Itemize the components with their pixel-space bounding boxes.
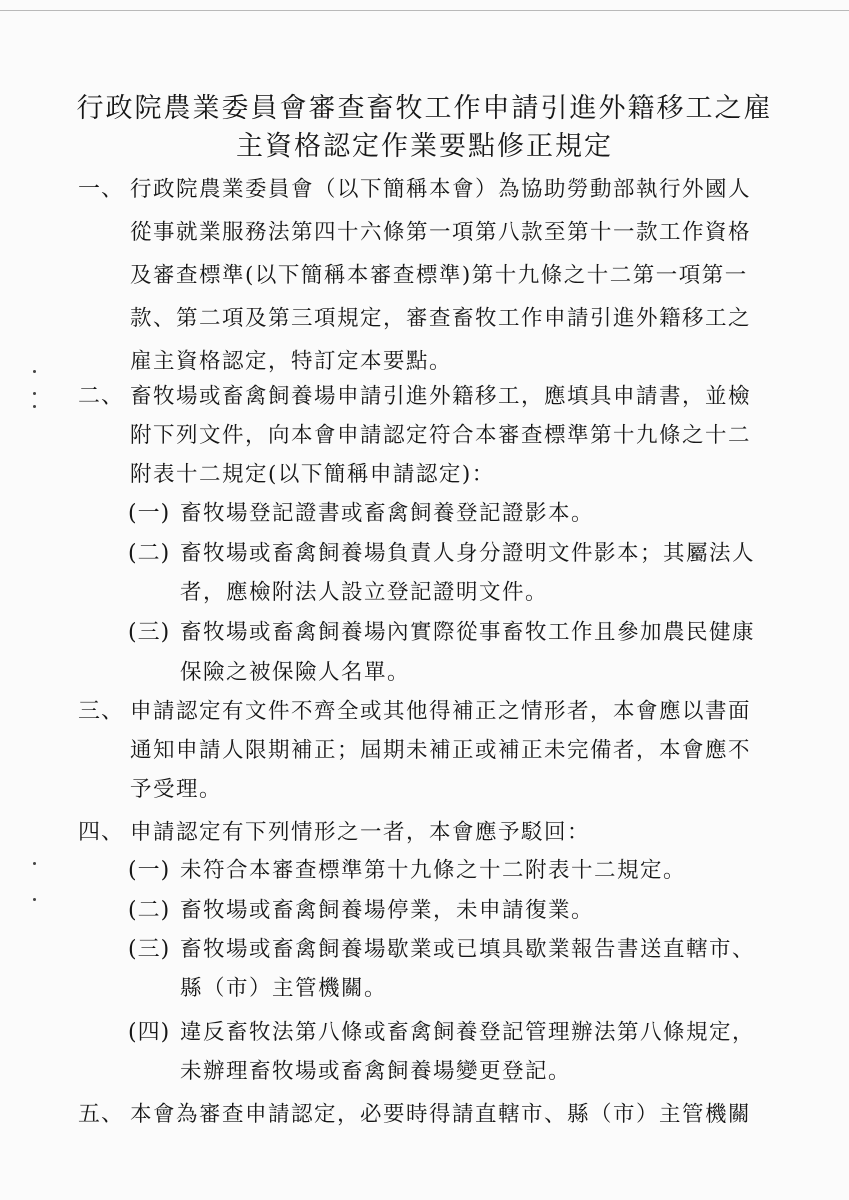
section-text-line: 附下列文件，向本會申請認定符合本審查標準第十九條之十二: [130, 423, 752, 448]
section-text-line: 行政院農業委員會（以下簡稱本會）為協助勞動部執行外國人: [130, 177, 752, 202]
section-number: 五、: [78, 1102, 125, 1127]
item-text-line: 違反畜牧法第八條或畜禽飼養登記管理辦法第八條規定，: [180, 1020, 756, 1045]
section-text-line: 從事就業服務法第四十六條第一項第八款至第十一款工作資格: [130, 220, 752, 245]
item-number: (三): [128, 937, 171, 962]
section-text-line: 及審查標準(以下簡稱本審查標準)第十九條之十二第一項第一: [130, 263, 748, 288]
item-number: (四): [128, 1020, 171, 1045]
item-number: (二): [128, 541, 171, 566]
margin-mark: [33, 370, 36, 373]
section-number: 四、: [78, 820, 125, 845]
item-number: (二): [128, 898, 171, 923]
margin-mark: [33, 898, 36, 901]
section-text-line: 申請認定有下列情形之一者，本會應予駁回：: [130, 820, 591, 845]
section-text-line: 通知申請人限期補正；屆期未補正或補正未完備者，本會應不: [130, 738, 752, 763]
margin-mark: [33, 862, 36, 865]
item-number: (三): [128, 620, 171, 645]
margin-mark: [33, 405, 36, 408]
section-text-line: 雇主資格認定，特訂定本要點。: [130, 349, 453, 374]
margin-mark: [33, 392, 36, 395]
section-text-line: 款、第二項及第三項規定，審查畜牧工作申請引進外籍移工之: [130, 306, 752, 331]
item-text-line: 畜牧場或畜禽飼養場歇業或已填具歇業報告書送直轄市、: [180, 937, 756, 962]
section-text-line: 予受理。: [130, 777, 223, 802]
document-title-line-1: 行政院農業委員會審查畜牧工作申請引進外籍移工之雇: [76, 93, 773, 124]
item-text-line: 畜牧場或畜禽飼養場停業，未申請復業。: [180, 898, 595, 923]
item-text-line: 畜牧場登記證書或畜禽飼養登記證影本。: [180, 501, 595, 526]
item-text-line: 者，應檢附法人設立登記證明文件。: [180, 580, 549, 605]
item-text-line: 保險之被保險人名單。: [180, 660, 411, 685]
section-text-line: 畜牧場或畜禽飼養場申請引進外籍移工，應填具申請書，並檢: [130, 384, 752, 409]
item-text-line: 未符合本審查標準第十九條之十二附表十二規定。: [180, 858, 687, 883]
item-text-line: 縣（市）主管機關。: [180, 976, 388, 1001]
document-title-line-2: 主資格認定作業要點修正規定: [236, 131, 613, 162]
top-scan-line: [0, 10, 849, 11]
item-number: (一): [128, 858, 171, 883]
item-number: (一): [128, 501, 171, 526]
item-text-line: 畜牧場或畜禽飼養場內實際從事畜牧工作且參加農民健康: [180, 620, 756, 645]
item-text-line: 畜牧場或畜禽飼養場負責人身分證明文件影本；其屬法人: [180, 541, 756, 566]
section-number: 三、: [78, 699, 125, 724]
item-text-line: 未辦理畜牧場或畜禽飼養場變更登記。: [180, 1059, 572, 1084]
section-text-line: 申請認定有文件不齊全或其他得補正之情形者，本會應以書面: [130, 699, 752, 724]
section-text-line: 本會為審查申請認定，必要時得請直轄市、縣（市）主管機關: [130, 1102, 752, 1127]
section-text-line: 附表十二規定(以下簡稱申請認定)：: [130, 462, 495, 487]
section-number: 二、: [78, 384, 125, 409]
section-number: 一、: [78, 177, 125, 202]
